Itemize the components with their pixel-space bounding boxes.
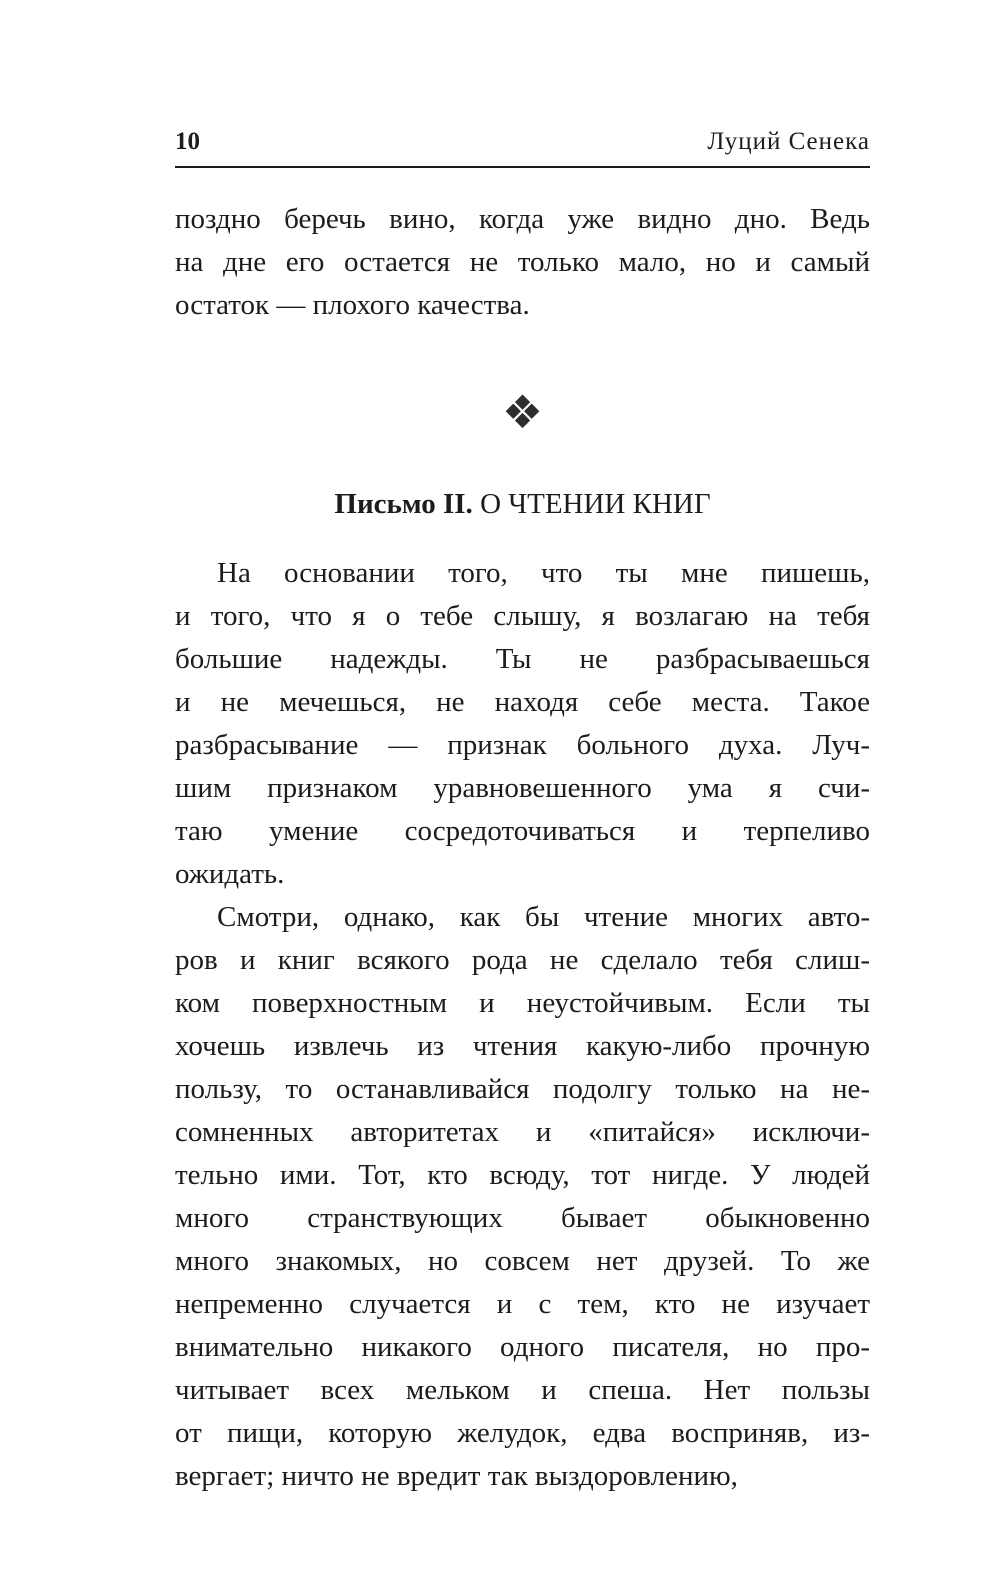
book-page [175, 0, 870, 1498]
text-line: ожидать. [175, 858, 285, 890]
text-line: вергает; ничто не вредит так выздоровлению, [175, 1460, 738, 1492]
text-line: разбрасывание — признак больного духа. Луч- [175, 729, 870, 761]
text-line: ком поверхностным и неустойчивым. Если ты [175, 987, 870, 1019]
text-line: хочешь извлечь из чтения какую-либо прочную [175, 1030, 870, 1062]
text-line: Смотри, однако, как бы чтение многих авто- [217, 901, 870, 933]
text-line: от пищи, которую желудок, едва восприняв, из- [175, 1417, 870, 1449]
text-line: На основании того, что ты мне пишешь, [217, 557, 870, 589]
text-line: и того, что я о тебе слышу, я возлагаю на тебя [175, 600, 870, 632]
text-line: много знакомых, но совсем нет друзей. То же [175, 1245, 870, 1277]
text-line: шим признаком уравновешенного ума я счи- [175, 772, 870, 804]
paragraph [175, 896, 870, 1498]
text-line: большие надежды. Ты не разбрасываешься [175, 643, 870, 675]
body-text [175, 552, 870, 1498]
text-line: читывает всех мельком и спеша. Нет пользы [175, 1374, 870, 1406]
text-line: сомненных авторитетах и «питайся» исключи- [175, 1116, 870, 1148]
page-number: 10 [175, 128, 200, 155]
text-line: остаток — плохого качества. [175, 289, 530, 321]
text-line: непременно случается и с тем, кто не изучает [175, 1288, 870, 1320]
letter-heading-number: Письмо II. [334, 488, 473, 520]
text-line: внимательно никакого одного писателя, но про- [175, 1331, 870, 1363]
letter-heading-title: О ЧТЕНИИ КНИГ [480, 488, 711, 520]
text-line: ров и книг всякого рода не сделало тебя слиш- [175, 944, 870, 976]
letter-heading [175, 483, 870, 526]
text-line: поздно беречь вино, когда уже видно дно. Ведь [175, 203, 870, 235]
running-title: Луций Сенека [707, 128, 870, 155]
text-line: таю умение сосредоточиваться и терпеливо [175, 815, 870, 847]
running-header [175, 128, 870, 168]
diamond-cluster-ornament: ❖ [501, 385, 544, 439]
text-line: пользу, то останавливайся подолгу только на не- [175, 1073, 870, 1105]
text-line: тельно ими. Тот, кто всюду, тот нигде. У людей [175, 1159, 870, 1191]
text-line: много странствующих бывает обыкновенно [175, 1202, 870, 1234]
text-line: и не мечешься, не находя себе места. Такое [175, 686, 870, 718]
intro-paragraph [175, 198, 870, 327]
paragraph [175, 552, 870, 896]
text-line: на дне его остается не только мало, но и самый [175, 246, 870, 278]
